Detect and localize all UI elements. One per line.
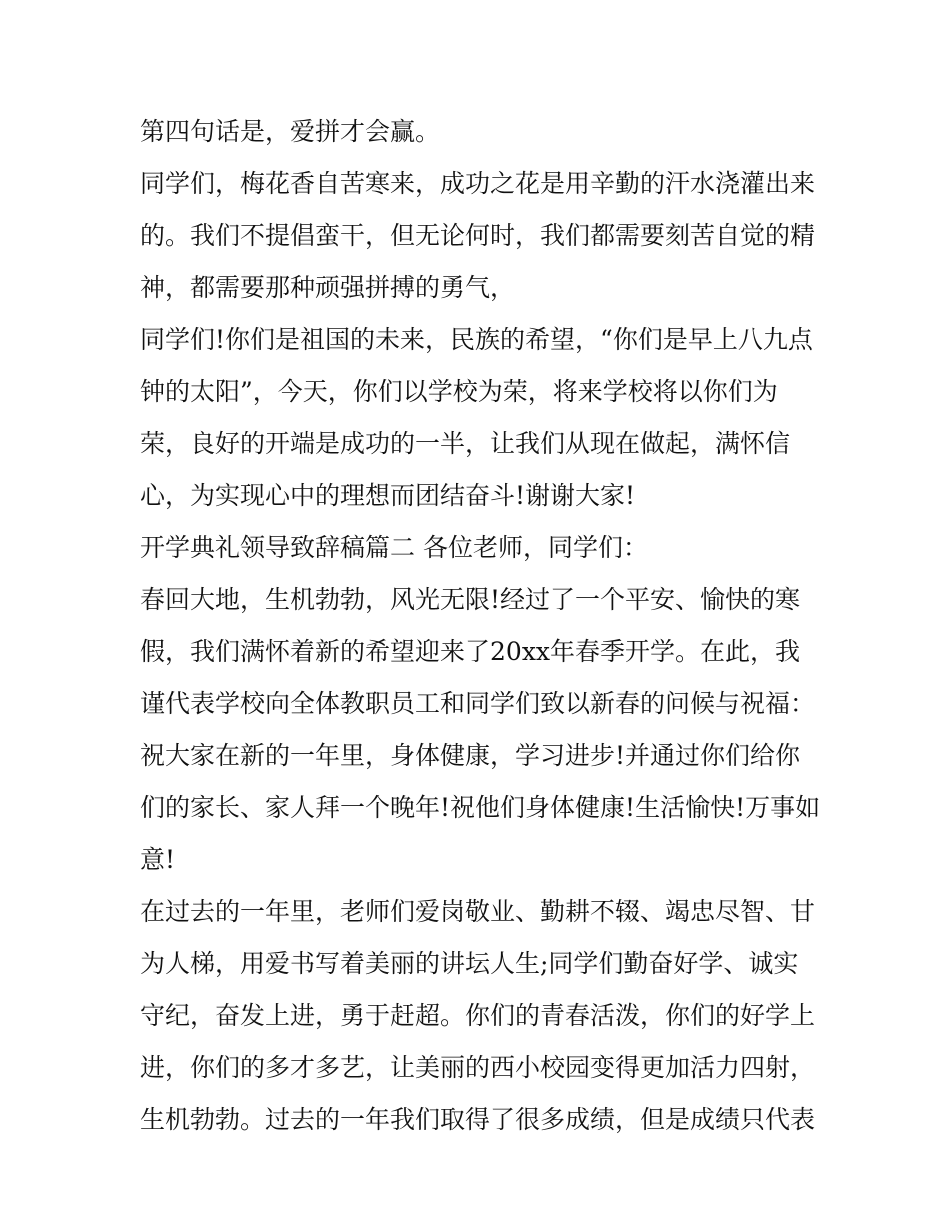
text-line: 同学们，梅花香自苦寒来，成功之花是用辛勤的汗水浇灌出来 xyxy=(140,169,816,198)
section-heading-line: 开学典礼领导致辞稿篇二 各位老师，同学们： xyxy=(140,533,648,562)
text-line: 为人梯，用爱书写着美丽的讲坛人生;同学们勤奋好学、诚实 xyxy=(140,949,799,978)
text-line: 同学们!你们是祖国的未来，民族的希望，“你们是早上八九点 xyxy=(140,325,813,354)
text-line: 春回大地，生机勃勃，风光无限!经过了一个平安、愉快的寒 xyxy=(140,585,801,614)
text-line: 心，为实现心中的理想而团结奋斗!谢谢大家! xyxy=(140,481,636,510)
text-line: 意! xyxy=(140,845,176,874)
text-line: 谨代表学校向全体教职员工和同学们致以新春的问候与祝福： xyxy=(140,689,816,718)
text-line: 祝大家在新的一年里，身体健康，学习进步!并通过你们给你 xyxy=(140,741,801,770)
text-line: 们的家长、家人拜一个晚年!祝他们身体健康!生活愉快!万事如 xyxy=(140,793,821,822)
text-line: 荣，良好的开端是成功的一半，让我们从现在做起，满怀信 xyxy=(140,429,791,458)
text-line: 钟的太阳”，今天，你们以学校为荣，将来学校将以你们为 xyxy=(140,377,778,406)
text-line: 进，你们的多才多艺，让美丽的西小校园变得更加活力四射， xyxy=(140,1053,816,1082)
text-line: 神，都需要那种顽强拼搏的勇气， xyxy=(140,273,516,302)
text-line: 假，我们满怀着新的希望迎来了20xx年春季开学。在此，我 xyxy=(140,637,801,666)
text-line: 的。我们不提倡蛮干，但无论何时，我们都需要刻苦自觉的精 xyxy=(140,221,816,250)
text-line: 守纪，奋发上进，勇于赶超。你们的青春活泼，你们的好学上 xyxy=(140,1001,816,1030)
text-line: 生机勃勃。过去的一年我们取得了很多成绩，但是成绩只代表 xyxy=(140,1105,816,1134)
document-body xyxy=(140,106,820,1146)
text-line: 第四句话是，爱拼才会赢。 xyxy=(140,117,441,146)
text-line: 在过去的一年里，老师们爱岗敬业、勤耕不辍、竭忠尽智、甘 xyxy=(140,897,816,926)
